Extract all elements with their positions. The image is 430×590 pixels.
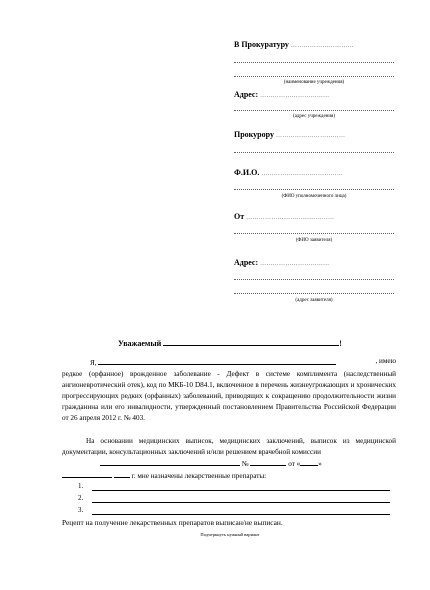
paragraph1-text: редкое (орфанное) врожденное заболевание - Дефект в системе комплимента (наследственный ангионевротический отек), код по МКБ-10 D84.1, включенное в перечень жизнеугрожающих и хронических прогрессирующих редких (орфанных) заболеваний, приводящих к сокращению продолжительности жизни гражданина или его инвалидности, утвержденный постановлением Правительства Российской Федерации от 26 апреля 2012 г. № 403. [62,370,396,422]
paragraph2-text: На основании медицинских выписок, медицинских заключений, выписок из медицинской документации, консультационных заключений и/или решением врачебной комиссии [62,437,396,456]
institution-line-2 [234,76,394,77]
address2-line [234,258,394,267]
to-prosecution-line [234,40,394,49]
paragraph2-tail: г. мне назначены лекарственные препараты: [131,472,267,480]
fio-dots: ………………………………… [261,171,344,177]
paragraph1-start: Я, [90,359,97,367]
list-item-2-line [92,502,390,503]
address2-note: (адрес заявителя) [295,298,333,303]
list-item-2-number: 2. [78,494,84,502]
address-label: Адрес: [234,90,259,99]
list-item-1-number: 1. [78,482,84,490]
number-label: № [241,460,249,468]
date-close-quote: » [318,460,322,468]
address2-line-3 [234,293,394,294]
from-label: От [234,212,245,221]
commission-blank [100,458,240,466]
month-blank [62,470,112,478]
fio-line-2 [234,189,394,190]
list-item-3-line [92,514,390,515]
recipe-note: Подчеркнуть нужный вариант [200,532,260,537]
day-blank [300,458,318,466]
fio-label: Ф.И.О. [234,168,260,177]
list-item-1-line [92,490,390,491]
fio-note: (ФИО уполномоченного лица) [281,194,347,199]
paragraph1-suffix: , имею [375,357,396,365]
prosecutor-line [234,130,394,139]
address2-label: Адрес: [234,258,259,267]
from-note: (ФИО заявителя) [295,238,333,243]
recipe-text: Рецепт на получение лекарственных препаратов выписан/не выписан. [62,518,283,527]
applicant-name-blank [98,357,336,365]
prosecutor-label: Прокурору [234,130,274,139]
fio-line [234,168,394,177]
date-from-label: от « [288,460,301,468]
address-line [234,90,394,99]
address2-line-2 [234,279,394,280]
address-note: (адрес учреждения) [292,114,335,119]
number-blank [250,458,286,466]
salutation-text: Уважаемый [118,339,162,348]
to-prosecution-label: В Прокуратуру [234,40,289,49]
paragraph1-first-line [90,357,396,367]
list-item-3-number: 3. [78,506,84,514]
salutation-end: ! [339,339,342,348]
paragraph2-blanks [100,458,396,468]
address-line-2 [234,110,394,111]
salutation [118,338,342,348]
year-blank [114,470,130,478]
from-line-2 [234,233,394,234]
paragraph2-tail-line [62,470,266,480]
institution-line-1 [234,62,394,63]
salutation-blank [163,338,339,346]
address2-dots: …………………………… [260,261,330,267]
from-dots: …………………………………… [246,215,335,221]
prosecutor-line-2 [234,152,394,153]
address-dots: …………………………… [260,93,330,99]
institution-note: (наименование учреждения) [283,80,345,85]
to-prosecution-dots: ………………………… [290,43,354,49]
from-line [234,212,394,221]
prosecutor-dots: …………………………… [275,133,346,139]
